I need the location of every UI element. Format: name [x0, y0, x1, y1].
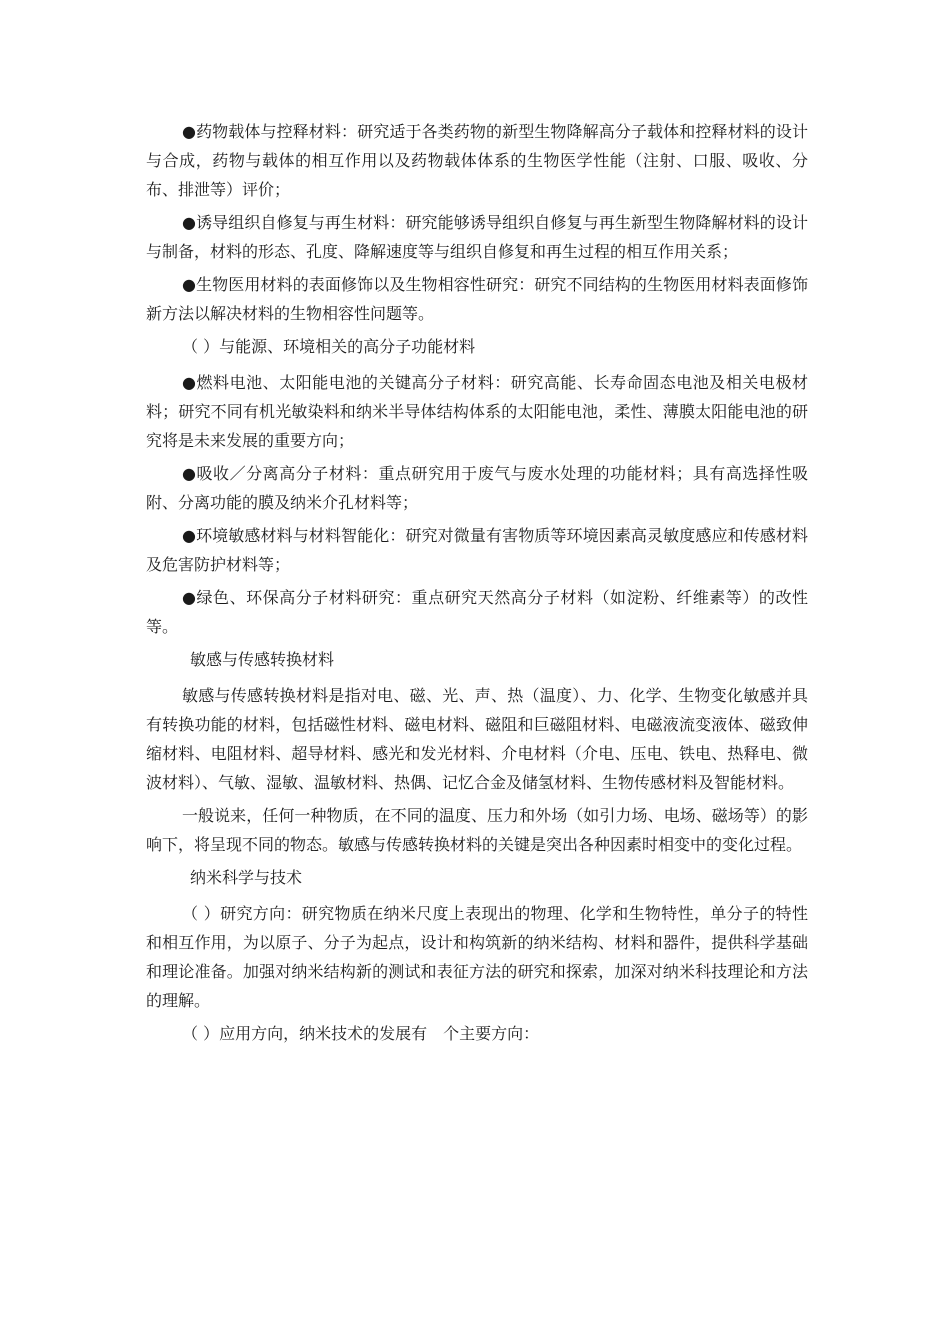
paragraph-research-direction: （ ）研究方向：研究物质在纳米尺度上表现出的物理、化学和生物特性，单分子的特性和相互作用，为以原子、分子为起点，设计和构筑新的纳米结构、材料和器件，提供科学基础和理论准备。加强对纳米结构新的测试和表征方法的研究和探索，加深对纳米科技理论和方法的理解。	[146, 904, 808, 1010]
heading-sensing-materials: 敏感与传感转换材料	[190, 650, 335, 669]
heading-nanoscience: 纳米科学与技术	[190, 868, 303, 887]
paragraph-drug-carrier: ●药物载体与控释材料：研究适于各类药物的新型生物降解高分子载体和控释材料的设计与合成，药物与载体的相互作用以及药物载体体系的生物医学性能（注射、口服、吸收、分布、排泄等）评价；	[146, 122, 808, 199]
paragraph-tissue-repair: ●诱导组织自修复与再生材料：研究能够诱导组织自修复与再生新型生物降解材料的设计与制备，材料的形态、孔度、降解速度等与组织自修复和再生过程的相互作用关系；	[146, 213, 808, 261]
paragraph-surface-modification: ●生物医用材料的表面修饰以及生物相容性研究：研究不同结构的生物医用材料表面修饰新方法以解决材料的生物相容性问题等。	[146, 275, 808, 323]
subheading-energy-environment: （ ）与能源、环境相关的高分子功能材料	[182, 337, 476, 356]
paragraph-green-polymers: ●绿色、环保高分子材料研究：重点研究天然高分子材料（如淀粉、纤维素等）的改性等。	[146, 588, 808, 636]
paragraph-absorption-separation: ●吸收／分离高分子材料：重点研究用于废气与废水处理的功能材料；具有高选择性吸附、分离功能的膜及纳米介孔材料等；	[146, 464, 808, 512]
paragraph-sensing-definition: 敏感与传感转换材料是指对电、磁、光、声、热（温度）、力、化学、生物变化敏感并具有转换功能的材料，包括磁性材料、磁电材料、磁阻和巨磁阻材料、电磁液流变液体、磁致伸缩材料、电阻材料、超导材料、感光和发光材料、介电材料（介电、压电、铁电、热释电、微波材料）、气敏、湿敏、温敏材料、热偶、记忆合金及储氢材料、生物传感材料及智能材料。	[146, 686, 808, 792]
paragraph-environment-sensitive: ●环境敏感材料与材料智能化：研究对微量有害物质等环境因素高灵敏度感应和传感材料及危害防护材料等；	[146, 526, 808, 574]
paragraph-phase-states: 一般说来，任何一种物质，在不同的温度、压力和外场（如引力场、电场、磁场等）的影响下，将呈现不同的物态。敏感与传感转换材料的关键是突出各种因素时相变中的变化过程。	[146, 806, 808, 854]
paragraph-application-direction: （ ）应用方向，纳米技术的发展有 个主要方向：	[182, 1024, 540, 1043]
paragraph-fuel-solar-cells: ●燃料电池、太阳能电池的关键高分子材料：研究高能、长寿命固态电池及相关电极材料；研究不同有机光敏染料和纳米半导体结构体系的太阳能电池，柔性、薄膜太阳能电池的研究将是未来发展的重要方向；	[146, 373, 808, 450]
document-body	[146, 117, 808, 1052]
